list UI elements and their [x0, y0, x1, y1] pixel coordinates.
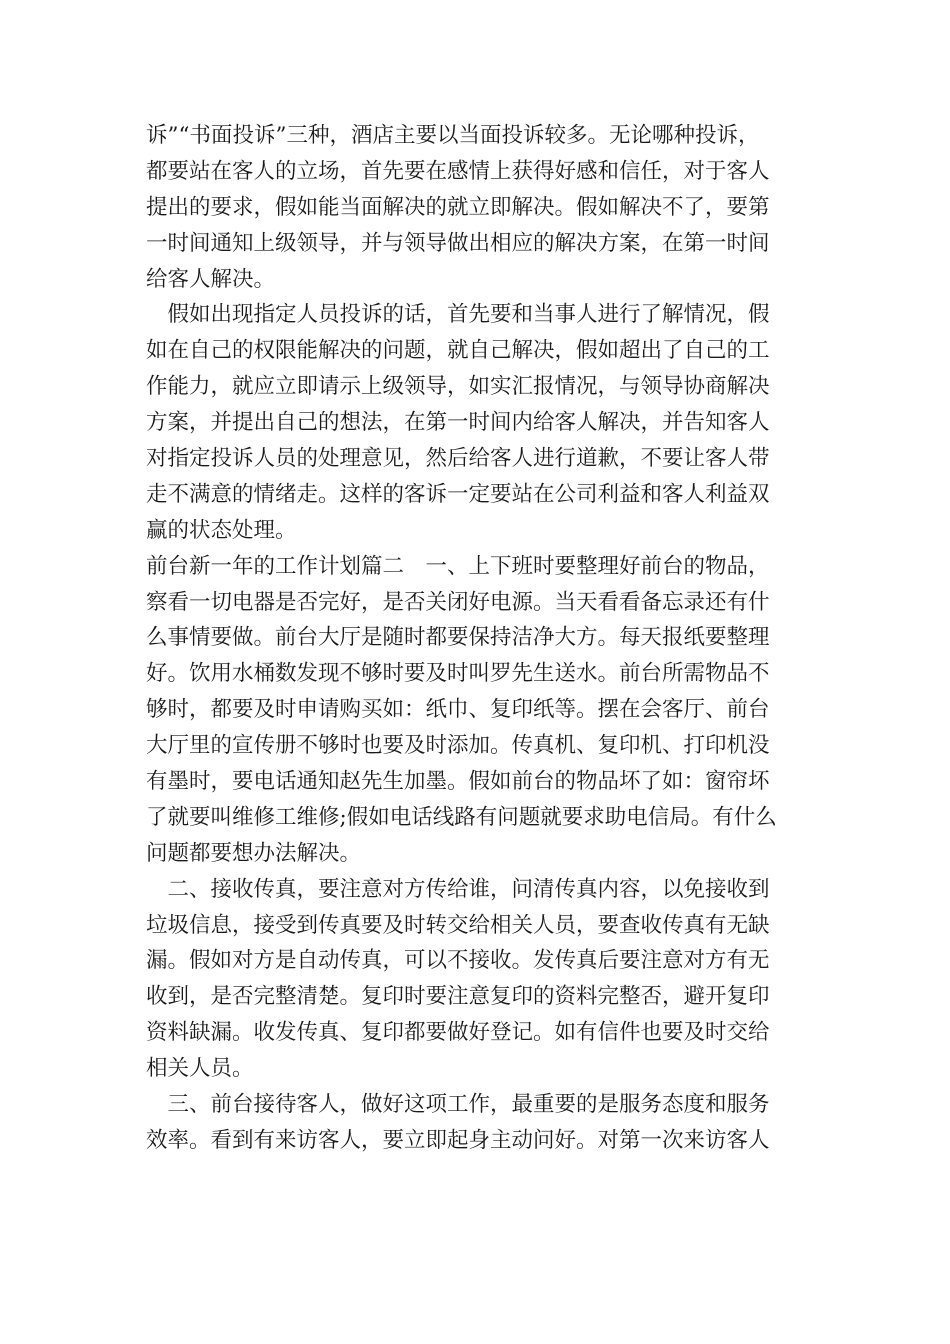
text-line: 作能力，就应立即请示上级领导，如实汇报情况，与领导协商解决 [146, 374, 770, 400]
text-line: 漏。假如对方是自动传真，可以不接收。发传真后要注意对方有无 [146, 948, 770, 974]
document-body [146, 118, 810, 1159]
text-line: 一时间通知上级领导，并与领导做出相应的解决方案，在第一时间 [146, 230, 770, 256]
text-line: 够时，都要及时申请购买如：纸巾、复印纸等。摆在会客厅、前台 [146, 697, 770, 723]
text-line: 效率。看到有来访客人，要立即起身主动问好。对第一次来访客人 [146, 1127, 770, 1153]
text-line: 赢的状态处理。 [146, 517, 297, 543]
text-line: 三、前台接待客人，做好这项工作，最重要的是服务态度和服务 [146, 1092, 770, 1118]
text-line: 问题都要想办法解决。 [146, 840, 362, 866]
text-line: 走不满意的情绪走。这样的客诉一定要站在公司利益和客人利益双 [146, 481, 770, 507]
text-line: 了就要叫维修工维修;假如电话线路有问题就要求助电信局。有什么 [146, 804, 777, 830]
text-line: 察看一切电器是否完好，是否关闭好电源。当天看看备忘录还有什 [146, 589, 770, 615]
text-line: 有墨时，要电话通知赵先生加墨。假如前台的物品坏了如：窗帘坏 [146, 769, 770, 795]
text-line: 如在自己的权限能解决的问题，就自己解决，假如超出了自己的工 [146, 338, 770, 364]
text-line: 诉”“书面投诉”三种，酒店主要以当面投诉较多。无论哪种投诉， [146, 123, 760, 148]
text-line: 假如出现指定人员投诉的话，首先要和当事人进行了解情况，假 [146, 302, 770, 328]
section-heading-line: 前台新一年的工作计划篇二 一、上下班时要整理好前台的物品， [146, 553, 770, 579]
text-line: 好。饮用水桶数发现不够时要及时叫罗先生送水。前台所需物品不 [146, 661, 770, 687]
text-line: 收到，是否完整清楚。复印时要注意复印的资料完整否，避开复印 [146, 984, 770, 1010]
text-line: 方案，并提出自己的想法，在第一时间内给客人解决，并告知客人 [146, 410, 770, 436]
text-line: 么事情要做。前台大厅是随时都要保持洁净大方。每天报纸要整理 [146, 625, 770, 651]
text-line: 提出的要求，假如能当面解决的就立即解决。假如解决不了，要第 [146, 194, 770, 220]
text-line: 都要站在客人的立场，首先要在感情上获得好感和信任，对于客人 [146, 158, 770, 184]
text-line: 二、接收传真，要注意对方传给谁，问清传真内容，以免接收到 [146, 876, 770, 902]
text-line: 垃圾信息，接受到传真要及时转交给相关人员，要查收传真有无缺 [146, 912, 770, 938]
text-line: 大厅里的宣传册不够时也要及时添加。传真机、复印机、打印机没 [146, 733, 770, 759]
text-line: 相关人员。 [146, 1056, 254, 1082]
text-line: 对指定投诉人员的处理意见，然后给客人进行道歉，不要让客人带 [146, 446, 770, 472]
text-line: 资料缺漏。收发传真、复印都要做好登记。如有信件也要及时交给 [146, 1020, 770, 1046]
text-line: 给客人解决。 [146, 266, 276, 292]
